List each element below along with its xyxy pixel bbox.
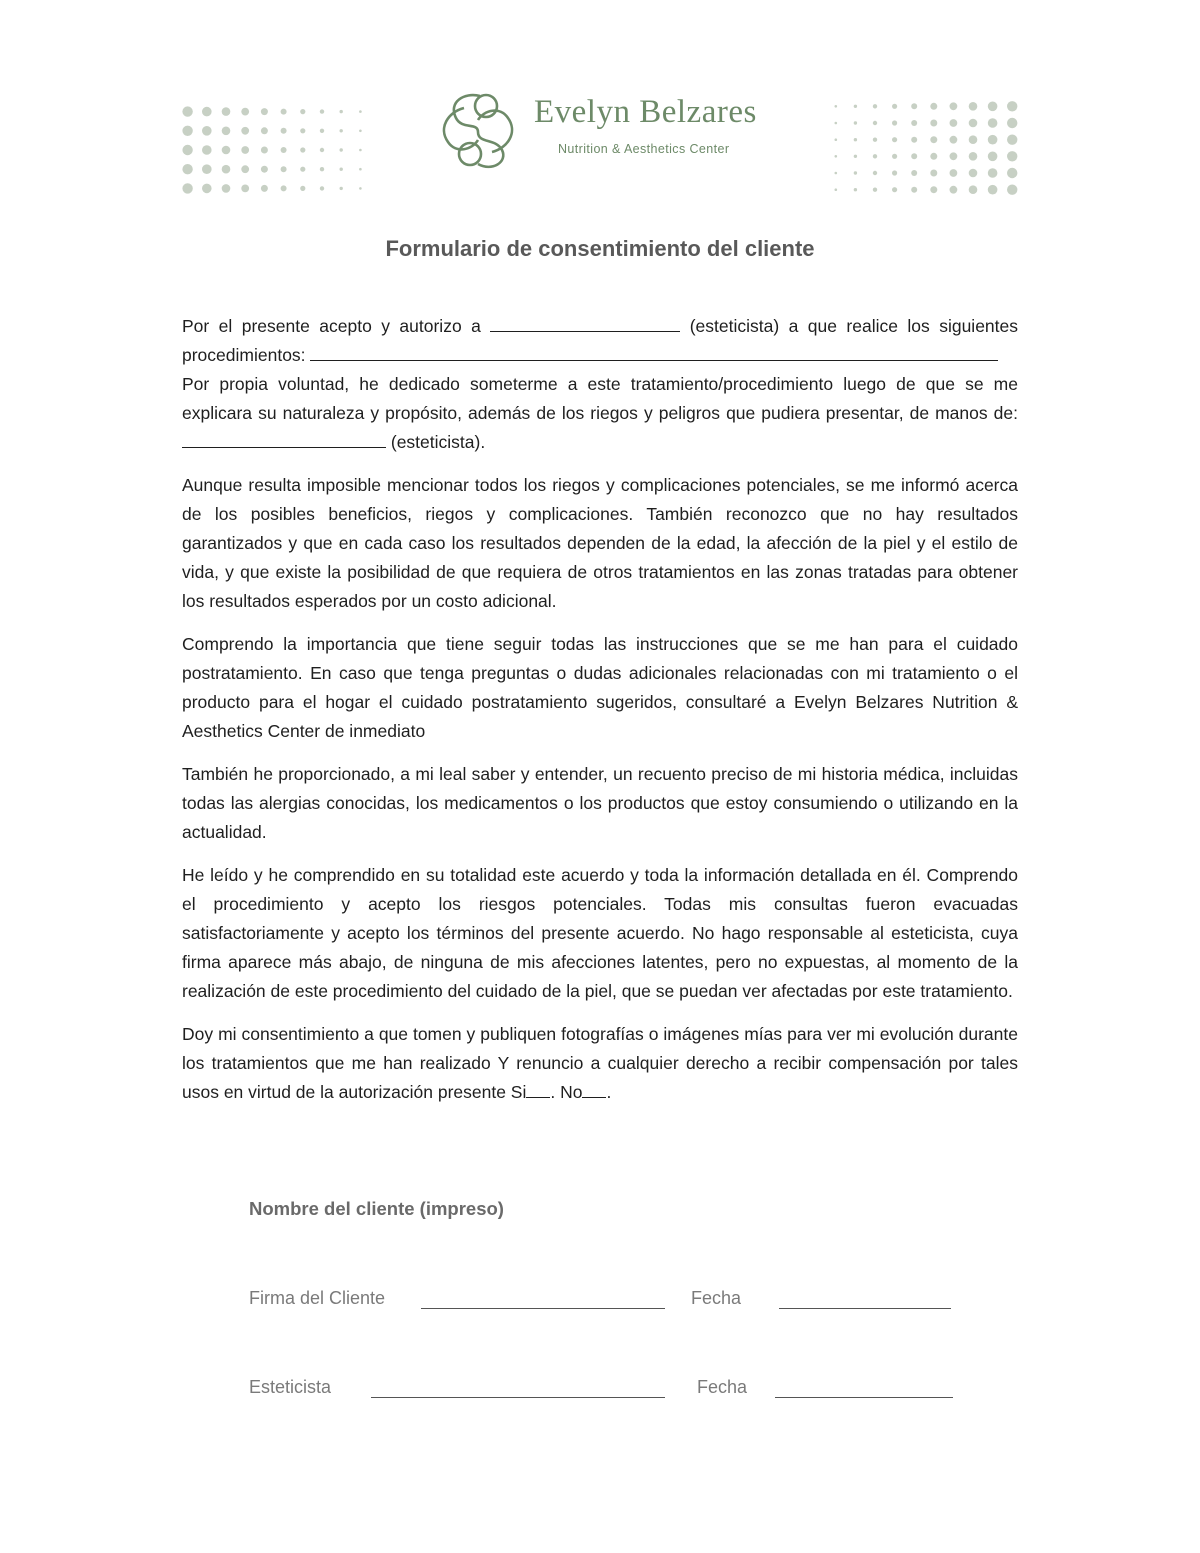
esthetician-date-line[interactable]	[775, 1397, 953, 1398]
decorative-dot	[911, 187, 917, 193]
decorative-dot	[930, 120, 937, 127]
decorative-dot	[930, 170, 937, 177]
decorative-dot	[930, 103, 937, 110]
decorative-dot	[911, 120, 917, 126]
decorative-dot	[182, 126, 192, 136]
decorative-dot	[202, 164, 212, 174]
brand-tagline: Nutrition & Aesthetics Center	[558, 142, 730, 156]
decorative-dot	[969, 152, 978, 161]
decorative-dot	[911, 170, 917, 176]
decorative-dot	[281, 166, 287, 172]
decorative-dot	[835, 155, 838, 158]
decorative-dot	[320, 129, 324, 133]
decorative-dot	[261, 166, 268, 173]
decorative-dot-pattern-left	[178, 102, 370, 198]
decorative-dot	[241, 146, 249, 154]
consent-body	[182, 312, 1018, 1121]
decorative-dot	[320, 186, 324, 190]
decorative-dot	[892, 187, 897, 192]
decorative-dot	[359, 149, 362, 152]
decorative-dot	[300, 109, 305, 114]
decorative-dot	[969, 135, 978, 144]
decorative-dot	[261, 108, 268, 115]
decorative-dot	[892, 104, 897, 109]
decorative-dot	[241, 185, 249, 193]
decorative-dot	[835, 172, 838, 175]
decorative-dot	[300, 167, 305, 172]
agreement-paragraph: He leído y he comprendido en su totalidad este acuerdo y toda la información detallada en él. Comprendo el procedimiento y acepto los riesgos potenciales. Todas mis consultas fueron evacuadas satisfactoriamente y acepto los términos del presente acuerdo. No hago responsable al esteticista, cuya firma aparece más abajo, de ninguna de mis afecciones latentes, pero no expuestas, al momento de la realización de este procedimiento del cuidado de la piel, que se puedan ver afectadas por este tratamiento.	[182, 865, 1018, 1001]
decorative-dot	[854, 121, 857, 124]
logo-mark-icon	[434, 88, 522, 172]
decorative-dot	[222, 146, 231, 155]
decorative-dot	[988, 118, 998, 128]
client-date-label: Fecha	[691, 1288, 742, 1308]
decorative-dot	[340, 129, 343, 132]
decorative-dot	[854, 138, 857, 141]
decorative-dot	[222, 127, 231, 136]
decorative-dot	[835, 122, 838, 125]
client-signature-line[interactable]	[421, 1308, 665, 1309]
decorative-dot	[969, 119, 978, 128]
decorative-dot	[202, 184, 212, 194]
brand-name: Evelyn Belzares	[534, 94, 757, 130]
decorative-dot	[873, 104, 877, 108]
decorative-dot	[988, 135, 998, 145]
photo-consent-end: .	[606, 1082, 612, 1102]
decorative-dot	[873, 121, 877, 125]
procedures-blank[interactable]	[310, 342, 998, 361]
decorative-dot	[930, 153, 937, 160]
risks-paragraph: Aunque resulta imposible mencionar todos los riegos y complicaciones potenciales, se me informó acerca de los posibles beneficios, riegos y complicaciones. También reconozco que no hay resultados garantizados y que en cada caso los resultados dependen de la edad, la afección de la piel y el estilo de vida, y que existe la posibilidad de que requiera de otros tratamientos en las zonas tratadas para obtener los resultados esperados por un costo adicional.	[182, 475, 1018, 611]
decorative-dot	[988, 152, 998, 162]
decorative-dot	[222, 184, 231, 193]
decorative-dot	[873, 154, 877, 158]
decorative-dot	[300, 147, 305, 152]
decorative-dot	[969, 102, 978, 111]
decorative-dot	[320, 167, 324, 171]
decorative-dot	[182, 145, 192, 155]
decorative-dot	[950, 136, 958, 144]
decorative-dot	[1007, 168, 1017, 178]
decorative-dot	[988, 185, 998, 195]
decorative-dot	[1007, 101, 1017, 111]
decorative-dot	[988, 102, 998, 112]
decorative-dot	[281, 147, 287, 153]
esthetician-hands-blank[interactable]	[182, 429, 386, 448]
decorative-dot	[340, 148, 343, 151]
decorative-dot	[854, 105, 857, 108]
decorative-dot	[835, 188, 838, 191]
voluntary-paragraph	[182, 370, 1018, 457]
decorative-dot	[241, 165, 249, 173]
decorative-dot	[300, 128, 305, 133]
decorative-dot	[359, 110, 362, 113]
decorative-dot	[182, 183, 192, 193]
decorative-dot	[835, 105, 838, 108]
esthetician-name-blank[interactable]	[490, 313, 680, 332]
photo-consent-no-blank[interactable]	[582, 1079, 606, 1098]
decorative-dot-pattern-right	[826, 98, 1022, 198]
decorative-dot	[892, 170, 897, 175]
decorative-dot	[340, 187, 343, 190]
decorative-dot	[261, 127, 268, 134]
decorative-dot	[1007, 185, 1017, 195]
decorative-dot	[300, 186, 305, 191]
decorative-dot	[835, 138, 838, 141]
esthetician-signature-line[interactable]	[371, 1397, 665, 1398]
aftercare-paragraph: Comprendo la importancia que tiene seguir todas las instrucciones que se me han para el cuidado postratamiento. En caso que tenga preguntas o dudas adicionales relacionadas con mi tratamiento o el producto para el hogar el cuidado postratamiento sugeridos, consultaré a Evelyn Belzares Nutrition & Aesthetics Center de inmediato	[182, 634, 1018, 741]
voluntary-text-start: Por propia voluntad, he dedicado someterme a este tratamiento/procedimiento luego de que se me explicara su naturaleza y propósito, además de los riegos y peligros que pudiera presentar, de manos de:	[182, 374, 1018, 423]
decorative-dot	[222, 165, 231, 174]
decorative-dot	[950, 186, 958, 194]
medical-history-paragraph: También he proporcionado, a mi leal saber y entender, un recuento preciso de mi historia médica, incluidas todas las alergias conocidas, los medicamentos o los productos que estoy consumiendo o utilizando en la actualidad.	[182, 764, 1018, 842]
authorization-text-start: Por el presente acepto y autorizo a	[182, 316, 491, 336]
decorative-dot	[1007, 151, 1017, 161]
decorative-dot	[950, 119, 958, 127]
decorative-dot	[892, 120, 897, 125]
esthetician-label: Esteticista	[249, 1377, 332, 1397]
decorative-dot	[182, 164, 192, 174]
decorative-dot	[359, 168, 362, 171]
decorative-dot	[359, 130, 362, 133]
decorative-dot	[930, 136, 937, 143]
decorative-dot	[854, 171, 857, 174]
decorative-dot	[911, 153, 917, 159]
decorative-dot	[873, 138, 877, 142]
client-date-line[interactable]	[779, 1308, 951, 1309]
decorative-dot	[873, 188, 877, 192]
decorative-dot	[950, 152, 958, 160]
decorative-dot	[320, 109, 324, 113]
decorative-dot	[969, 169, 978, 178]
decorative-dot	[892, 154, 897, 159]
decorative-dot	[222, 107, 231, 116]
client-signature-label: Firma del Cliente	[249, 1288, 386, 1308]
decorative-dot	[873, 171, 877, 175]
decorative-dot	[202, 126, 212, 136]
decorative-dot	[854, 155, 857, 158]
decorative-dot	[241, 127, 249, 135]
decorative-dot	[988, 168, 998, 178]
photo-consent-no-label: . No	[550, 1082, 583, 1102]
decorative-dot	[241, 108, 249, 116]
photo-consent-text: Doy mi consentimiento a que tomen y publiquen fotografías o imágenes mías para ver mi evolución durante los tratamientos que me han realizado Y renuncio a cualquier derecho a recibir compensación por tales usos en virtud de la autorización presente Si	[182, 1024, 1018, 1102]
decorative-dot	[359, 187, 362, 190]
esthetician-date-label: Fecha	[697, 1377, 748, 1397]
decorative-dot	[950, 169, 958, 177]
decorative-dot	[261, 185, 268, 192]
decorative-dot	[261, 147, 268, 154]
decorative-dot	[1007, 118, 1017, 128]
decorative-dot	[202, 107, 212, 117]
decorative-dot	[340, 110, 343, 113]
decorative-dot	[202, 145, 212, 155]
decorative-dot	[911, 103, 917, 109]
decorative-dot	[281, 128, 287, 134]
decorative-dot	[950, 102, 958, 110]
decorative-dot	[182, 106, 192, 116]
decorative-dot	[969, 185, 978, 194]
decorative-dot	[854, 188, 857, 191]
decorative-dot	[1007, 135, 1017, 145]
photo-consent-yes-blank[interactable]	[526, 1079, 550, 1098]
client-name-heading: Nombre del cliente (impreso)	[249, 1198, 504, 1219]
decorative-dot	[340, 168, 343, 171]
decorative-dot	[911, 137, 917, 143]
decorative-dot	[281, 185, 287, 191]
brand-logo	[434, 88, 774, 172]
page-title: Formulario de consentimiento del cliente	[385, 236, 815, 261]
photo-consent-paragraph	[182, 1020, 1018, 1107]
authorization-paragraph	[182, 312, 1018, 370]
voluntary-text-end: (esteticista).	[386, 432, 486, 452]
decorative-dot	[892, 137, 897, 142]
decorative-dot	[930, 186, 937, 193]
decorative-dot	[281, 109, 287, 115]
authorization-text-end: (esteticista) a que realice los siguientes procedimientos:	[182, 316, 1018, 365]
decorative-dot	[320, 148, 324, 152]
